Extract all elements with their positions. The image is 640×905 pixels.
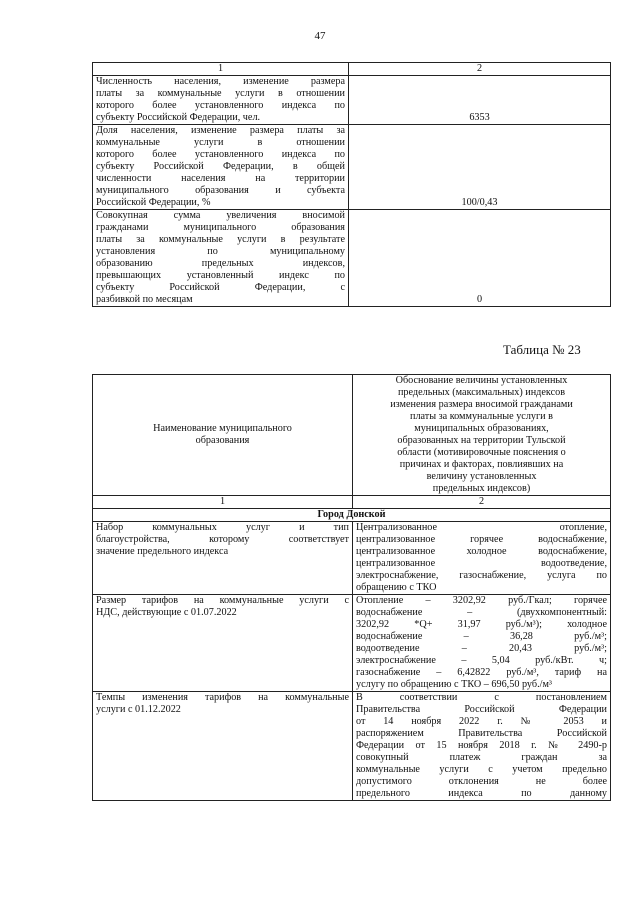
text-line: Набор коммунальных услуг и тип xyxy=(96,522,349,533)
text-line: субъекту Российской Федерации, в общей xyxy=(96,161,345,172)
text-line: услугу по обращению с ТКО – 696,50 руб./м³ xyxy=(356,679,552,690)
row-description xyxy=(353,522,611,595)
text-line: Размер тарифов на коммунальные услуги с xyxy=(96,595,349,606)
text-line: значение предельного индекса xyxy=(96,546,229,557)
text-line: Отопление – 3202,92 руб./Гкал; горячее xyxy=(356,595,607,606)
text-line: централизованное горячее водоснабжение, xyxy=(356,534,607,545)
row-value: 6353 xyxy=(349,76,611,125)
text-line: субъекту Российской Федерации, с xyxy=(96,282,345,293)
table-caption: Таблица № 23 xyxy=(503,342,581,357)
table-header-row xyxy=(93,63,611,76)
table-row xyxy=(93,522,611,595)
city-name: Город Донской xyxy=(93,509,611,522)
text-line: разбивкой по месяцам xyxy=(96,294,193,305)
text-line: Совокупная сумма увеличения вносимой xyxy=(96,210,345,221)
text-line: предельных (максимальных) индексов xyxy=(397,387,566,398)
city-row xyxy=(93,509,611,522)
text-line: Доля населения, изменение размера платы за xyxy=(96,125,345,136)
text-line: коммунальные услуги в отношении xyxy=(96,137,345,148)
page-number: 47 xyxy=(314,30,326,42)
text-line: субъекту Российской Федерации, чел. xyxy=(96,112,261,123)
text-line: водоотведение – 20,43 руб./м³; xyxy=(356,643,607,654)
text-line: НДС, действующие с 01.07.2022 xyxy=(96,607,237,618)
row-label xyxy=(93,692,353,801)
text-line: водоснабжение – 36,28 руб./м³; xyxy=(356,631,607,642)
text-line: образованных на территории Тульской xyxy=(397,435,566,446)
table-row xyxy=(93,76,611,125)
row-label xyxy=(93,125,349,210)
justification-table xyxy=(92,374,611,801)
text-line: предельного индекса по данному xyxy=(356,788,607,799)
text-line: от 14 ноября 2022 г. № 2053 и xyxy=(356,716,607,727)
row-description xyxy=(353,595,611,692)
text-line: централизованное водоотведение, xyxy=(356,558,607,569)
text-line: изменения размера вносимой гражданами xyxy=(390,399,573,410)
text-line: установления по муниципальному xyxy=(96,246,345,257)
row-value: 0 xyxy=(349,210,611,307)
row-label xyxy=(93,210,349,307)
text-line: предельных индексов) xyxy=(432,483,531,494)
text-line: численности населения на территории xyxy=(96,173,345,184)
text-line: причинах и факторах, повлиявших на xyxy=(399,459,564,470)
text-line: Централизованное отопление, xyxy=(356,522,607,533)
text-line: образования xyxy=(195,435,250,446)
text-line: обращению с ТКО xyxy=(356,582,437,593)
text-line: которого более установленного индекса по xyxy=(96,100,345,111)
text-line: Российской Федерации, % xyxy=(96,197,211,208)
text-line: газоснабжение – 6,42822 руб./м³, тариф на xyxy=(356,667,607,678)
text-line: электроснабжение, газоснабжение, услуга по xyxy=(356,570,607,581)
text-line: платы за коммунальные услуги в отношении xyxy=(96,88,345,99)
header-municipality xyxy=(93,375,353,496)
text-line: электроснабжение – 5,04 руб./кВт. ч; xyxy=(356,655,607,666)
table-row xyxy=(93,595,611,692)
text-line: Правительства Российской Федерации xyxy=(356,704,607,715)
row-description xyxy=(353,692,611,801)
text-line: образованию предельных индексов, xyxy=(96,258,345,269)
text-line: допустимого отклонения не более xyxy=(356,776,607,787)
header-justification xyxy=(353,375,611,496)
text-line: гражданами муниципального образования xyxy=(96,222,345,233)
text-line: которого более установленного индекса по xyxy=(96,149,345,160)
text-line: Темпы изменения тарифов на коммунальные xyxy=(96,692,349,703)
text-line: благоустройства, которому соответствует xyxy=(96,534,349,545)
text-line: Наименование муниципального xyxy=(153,423,292,434)
text-line: централизованное холодное водоснабжение, xyxy=(356,546,607,557)
row-label xyxy=(93,522,353,595)
column-number: 1 xyxy=(93,496,353,509)
table-header-row xyxy=(93,496,611,509)
row-label xyxy=(93,76,349,125)
column-number: 2 xyxy=(353,496,611,509)
text-line: водоснабжение – (двухкомпонентный: xyxy=(356,607,607,618)
row-value: 100/0,43 xyxy=(349,125,611,210)
text-line: Численность населения, изменение размера xyxy=(96,76,345,87)
column-number: 2 xyxy=(349,63,611,76)
text-line: услуги с 01.12.2022 xyxy=(96,704,181,715)
table-header-row xyxy=(93,375,611,496)
text-line: платы за коммунальные услуги в xyxy=(410,411,553,422)
text-line: муниципальных образованиях, xyxy=(414,423,549,434)
table-row xyxy=(93,210,611,307)
text-line: 3202,92 *Q+ 31,97 руб./м³); холодное xyxy=(356,619,607,630)
indicators-table xyxy=(92,62,611,307)
text-line: области (мотивировочные пояснения о xyxy=(397,447,566,458)
table-row xyxy=(93,692,611,801)
column-number: 1 xyxy=(93,63,349,76)
text-line: муниципального образования и субъекта xyxy=(96,185,345,196)
text-line: совокупный платеж граждан за xyxy=(356,752,607,763)
text-line: платы за коммунальные услуги в результате xyxy=(96,234,345,245)
text-line: величину установленных xyxy=(426,471,537,482)
text-line: превышающих установленный индекс по xyxy=(96,270,345,281)
text-line: коммунальные услуги с учетом предельно xyxy=(356,764,607,775)
text-line: Обоснование величины установленных xyxy=(395,375,568,386)
text-line: Федерации от 15 ноября 2018 г. № 2490-р xyxy=(356,740,607,751)
row-label xyxy=(93,595,353,692)
text-line: В соответствии с постановлением xyxy=(356,692,607,703)
text-line: распоряжением Правительства Российской xyxy=(356,728,607,739)
table-row xyxy=(93,125,611,210)
